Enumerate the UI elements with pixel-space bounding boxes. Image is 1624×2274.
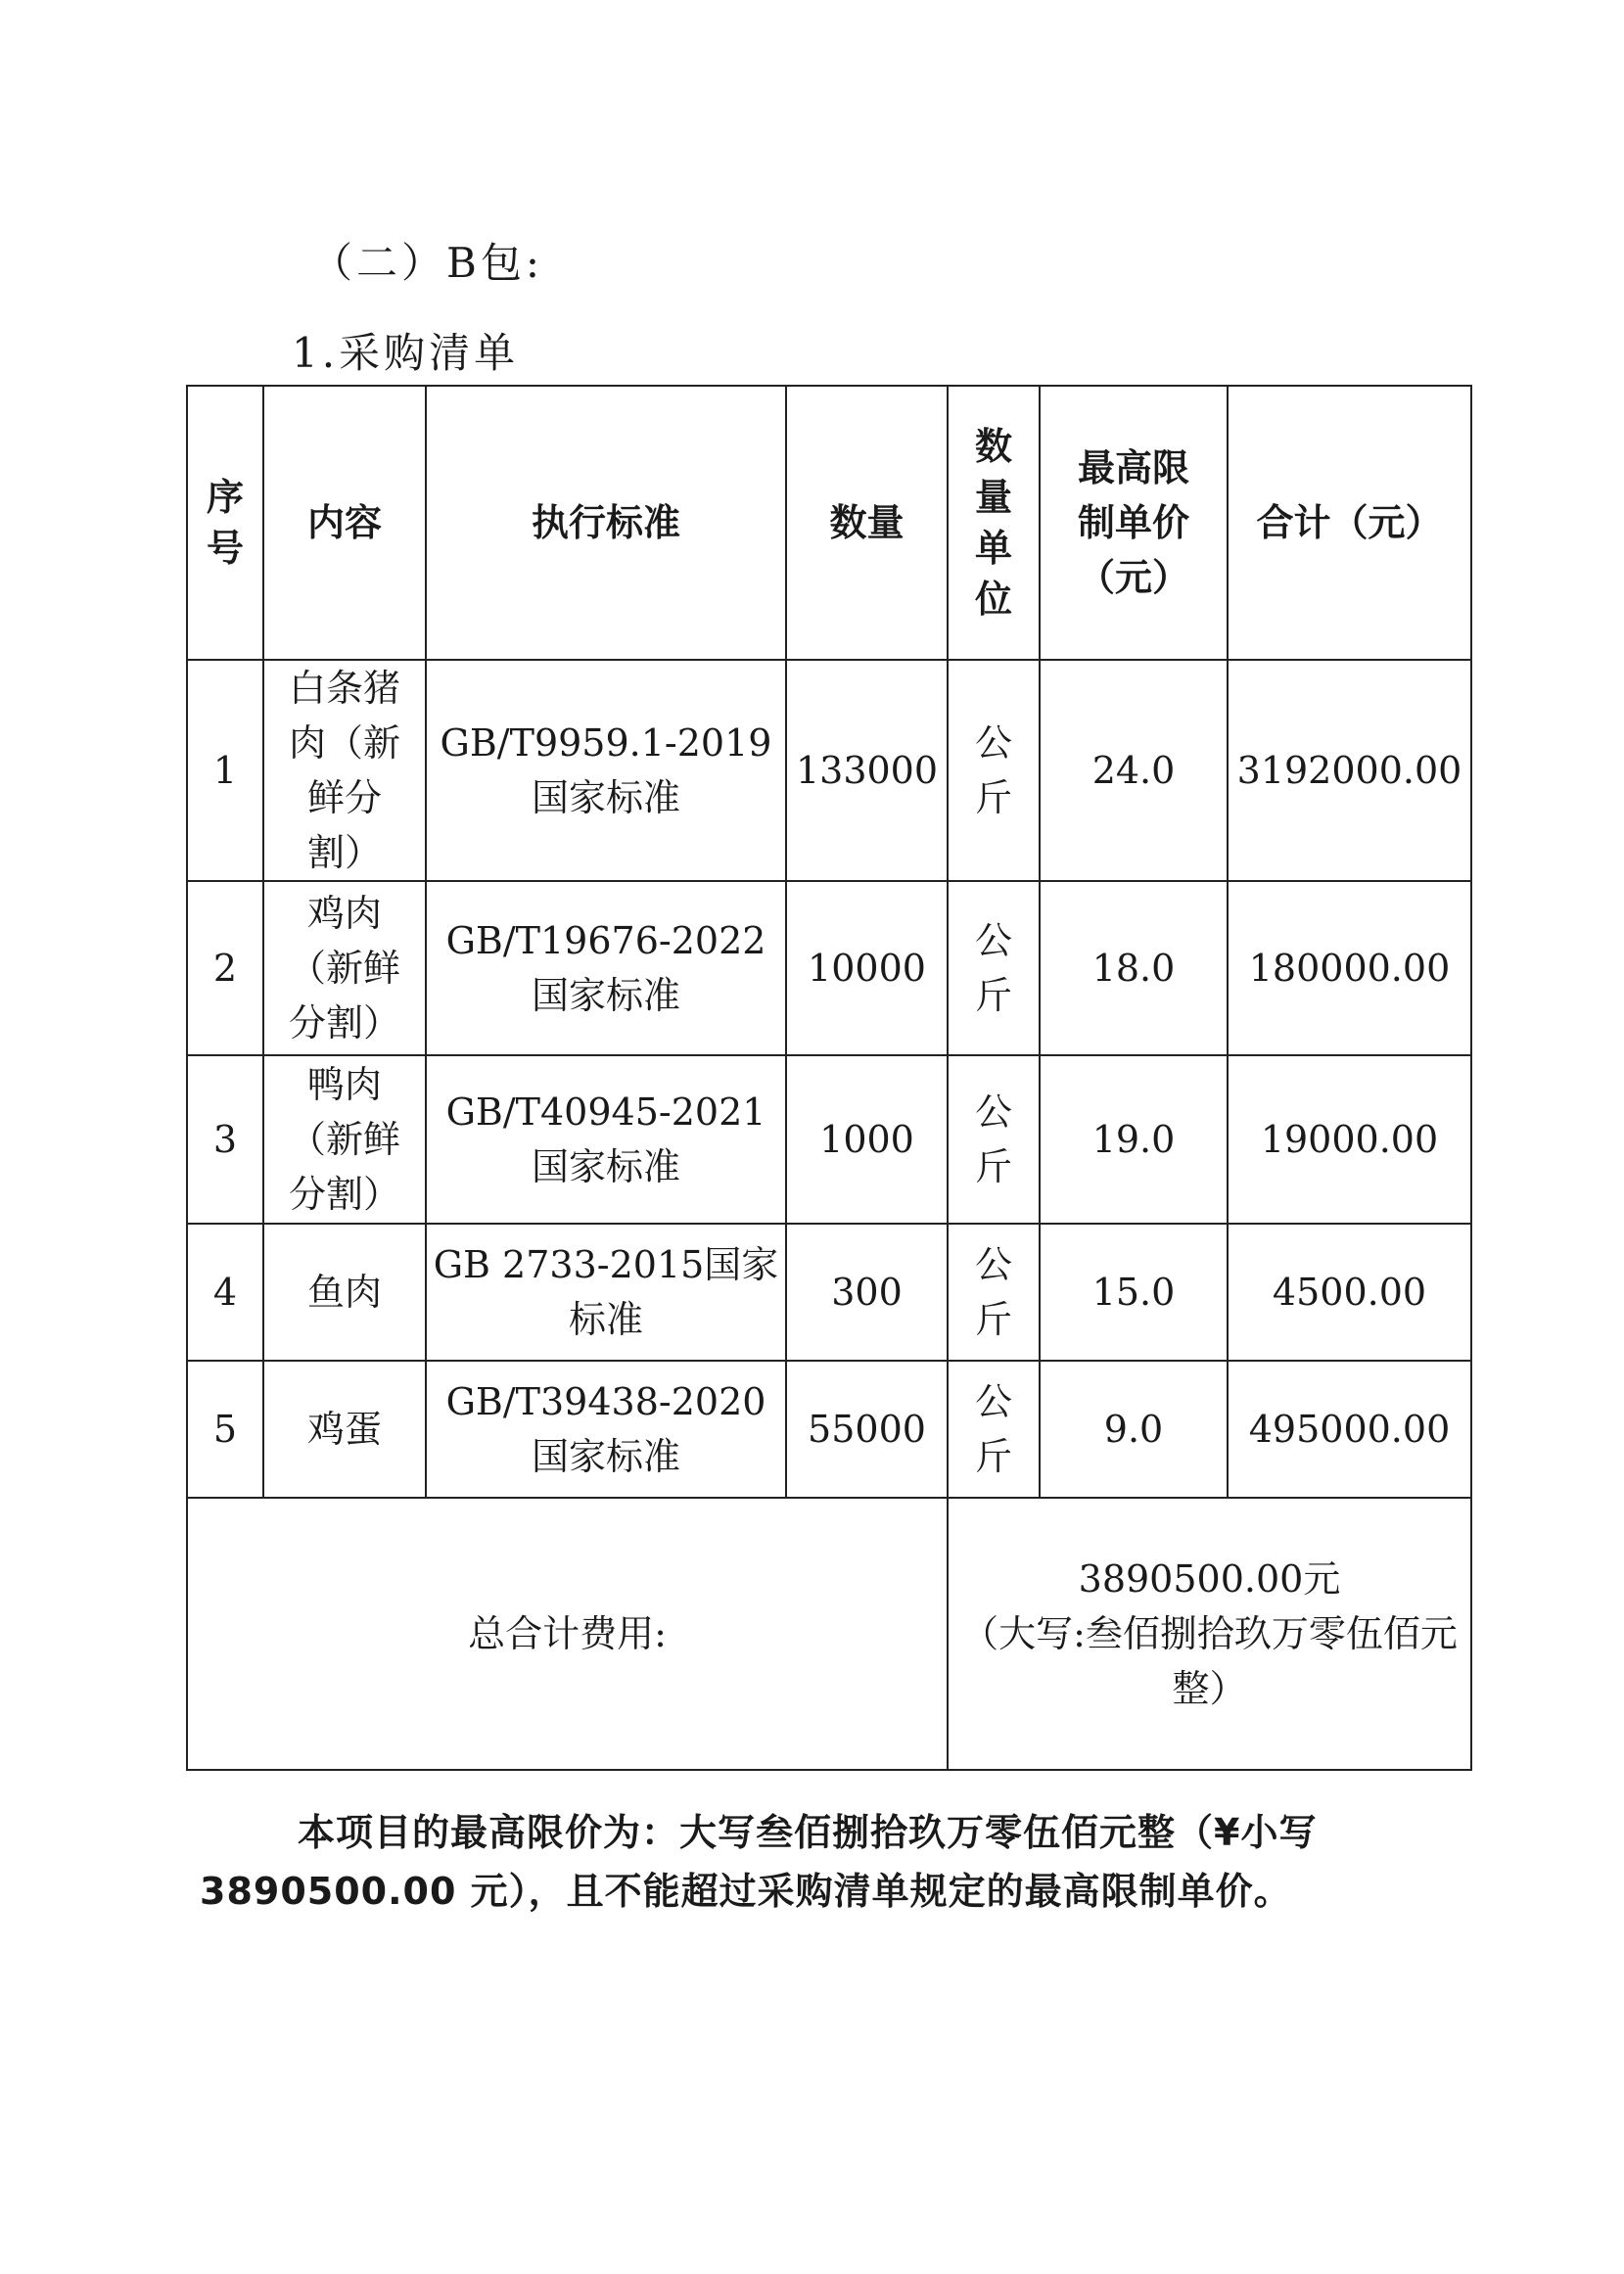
total-row [187,1498,1471,1770]
cell-total: 4500.00 [1228,1224,1471,1361]
header-unit: 数量单位 [948,386,1040,660]
cell-content: 鸭肉（新鲜分割） [263,1055,426,1224]
price-limit-note: 本项目的最高限价为：大写叁佰捌拾玖万零伍佰元整（¥小写3890500.00 元），且不能超过采购清单规定的最高限制单价。 [200,1811,1318,1913]
cell-unit: 公斤 [948,1224,1040,1361]
cell-standard: GB 2733-2015国家标准 [426,1224,786,1361]
cell-standard: GB/T39438-2020国家标准 [426,1361,786,1498]
total-amount-words: （大写:叁佰捌拾玖万零伍佰元整） [961,1612,1458,1710]
table-header-row [187,386,1471,660]
cell-price: 15.0 [1040,1224,1228,1361]
section-heading: （二）B包: [311,239,544,287]
cell-standard: GB/T9959.1-2019国家标准 [426,660,786,881]
cell-quantity: 55000 [786,1361,948,1498]
cell-price: 19.0 [1040,1055,1228,1224]
table-row [187,1055,1471,1224]
cell-quantity: 10000 [786,881,948,1055]
table-row [187,1361,1471,1498]
cell-seq: 2 [187,881,263,1055]
list-heading: 1.采购清单 [292,329,520,377]
cell-unit: 公斤 [948,660,1040,881]
header-seq: 序号 [187,386,263,660]
cell-seq: 4 [187,1224,263,1361]
cell-unit: 公斤 [948,1361,1040,1498]
header-content: 内容 [263,386,426,660]
cell-total: 19000.00 [1228,1055,1471,1224]
cell-unit: 公斤 [948,881,1040,1055]
cell-quantity: 300 [786,1224,948,1361]
cell-unit: 公斤 [948,1055,1040,1224]
cell-total: 180000.00 [1228,881,1471,1055]
cell-price: 24.0 [1040,660,1228,881]
cell-content: 鱼肉 [263,1224,426,1361]
table-row [187,660,1471,881]
table-row [187,1224,1471,1361]
table-row [187,881,1471,1055]
procurement-table [186,385,1472,1771]
header-max-price: 最高限制单价（元） [1040,386,1228,660]
total-value-cell [948,1498,1471,1770]
cell-content: 鸡蛋 [263,1361,426,1498]
header-quantity: 数量 [786,386,948,660]
total-amount: 3890500.00元 [1078,1557,1341,1601]
cell-price: 9.0 [1040,1361,1228,1498]
cell-quantity: 133000 [786,660,948,881]
total-label: 总合计费用: [187,1498,948,1770]
cell-standard: GB/T19676-2022国家标准 [426,881,786,1055]
cell-total: 3192000.00 [1228,660,1471,881]
cell-total: 495000.00 [1228,1361,1471,1498]
cell-content: 白条猪肉（新鲜分割） [263,660,426,881]
cell-price: 18.0 [1040,881,1228,1055]
cell-content: 鸡肉（新鲜分割） [263,881,426,1055]
header-standard: 执行标准 [426,386,786,660]
cell-quantity: 1000 [786,1055,948,1224]
header-total: 合计（元） [1228,386,1471,660]
cell-seq: 3 [187,1055,263,1224]
cell-standard: GB/T40945-2021国家标准 [426,1055,786,1224]
cell-seq: 5 [187,1361,263,1498]
cell-seq: 1 [187,660,263,881]
